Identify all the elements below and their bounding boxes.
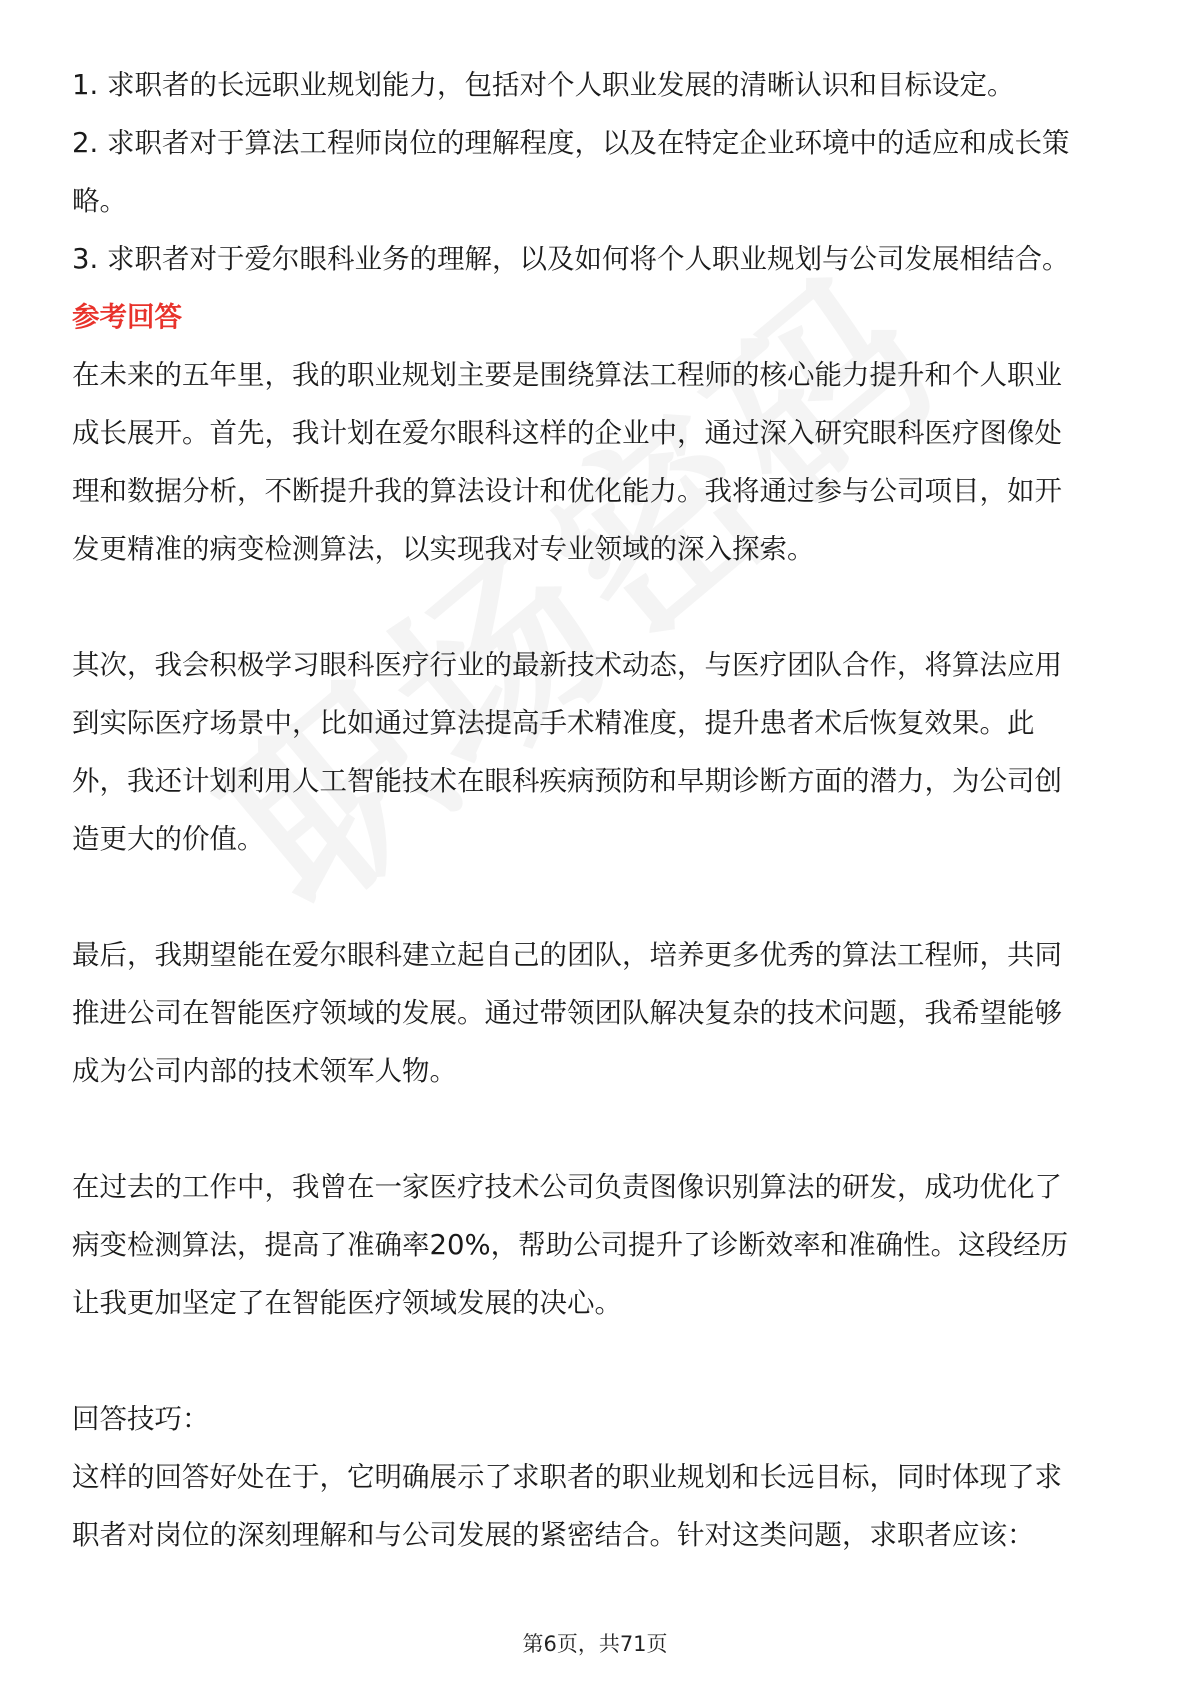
paragraph-spacer bbox=[72, 1100, 1122, 1158]
paragraph-4-line: 让我更加坚定了在智能医疗领域发展的决心。 bbox=[72, 1287, 622, 1319]
paragraph-1-line: 在未来的五年里，我的职业规划主要是围绕算法工程师的核心能力提升和个人职业 bbox=[72, 359, 1062, 391]
paragraph-1-line: 理和数据分析，不断提升我的算法设计和优化能力。我将通过参与公司项目，如开 bbox=[72, 475, 1062, 507]
paragraph-3-line: 成为公司内部的技术领军人物。 bbox=[72, 1055, 457, 1087]
paragraph-1-line: 发更精准的病变检测算法，以实现我对专业领域的深入探索。 bbox=[72, 533, 815, 565]
paragraph-spacer bbox=[72, 1332, 1122, 1390]
paragraph-4-line: 病变检测算法，提高了准确率20%，帮助公司提升了诊断效率和准确性。这段经历 bbox=[72, 1229, 1069, 1261]
paragraph-4-line: 在过去的工作中，我曾在一家医疗技术公司负责图像识别算法的研发，成功优化了 bbox=[72, 1171, 1062, 1203]
criteria-item: 3. 求职者对于爱尔眼科业务的理解，以及如何将个人职业规划与公司发展相结合。 bbox=[72, 243, 1070, 275]
tips-heading: 回答技巧： bbox=[72, 1403, 210, 1435]
paragraph-3-line: 最后，我期望能在爱尔眼科建立起自己的团队，培养更多优秀的算法工程师，共同 bbox=[72, 939, 1062, 971]
paragraph-1-line: 成长展开。首先，我计划在爱尔眼科这样的企业中，通过深入研究眼科医疗图像处 bbox=[72, 417, 1062, 449]
page-number: 第6页，共71页 bbox=[522, 1632, 668, 1656]
paragraph-spacer bbox=[72, 868, 1122, 926]
paragraph-3-line: 推进公司在智能医疗领域的发展。通过带领团队解决复杂的技术问题，我希望能够 bbox=[72, 997, 1062, 1029]
tips-line: 职者对岗位的深刻理解和与公司发展的紧密结合。针对这类问题，求职者应该： bbox=[72, 1519, 1035, 1551]
answer-heading: 参考回答 bbox=[72, 301, 182, 333]
tips-line: 这样的回答好处在于，它明确展示了求职者的职业规划和长远目标，同时体现了求 bbox=[72, 1461, 1062, 1493]
paragraph-spacer bbox=[72, 578, 1122, 636]
criteria-item: 2. 求职者对于算法工程师岗位的理解程度，以及在特定企业环境中的适应和成长策 bbox=[72, 127, 1070, 159]
paragraph-2-line: 造更大的价值。 bbox=[72, 823, 265, 855]
criteria-item: 1. 求职者的长远职业规划能力，包括对个人职业发展的清晰认识和目标设定。 bbox=[72, 69, 1015, 101]
paragraph-2-line: 外，我还计划利用人工智能技术在眼科疾病预防和早期诊断方面的潜力，为公司创 bbox=[72, 765, 1062, 797]
document-body bbox=[72, 56, 1122, 1564]
paragraph-2-line: 到实际医疗场景中，比如通过算法提高手术精准度，提升患者术后恢复效果。此 bbox=[72, 707, 1035, 739]
paragraph-2-line: 其次，我会积极学习眼科医疗行业的最新技术动态，与医疗团队合作，将算法应用 bbox=[72, 649, 1062, 681]
criteria-item-continuation: 略。 bbox=[72, 185, 127, 217]
